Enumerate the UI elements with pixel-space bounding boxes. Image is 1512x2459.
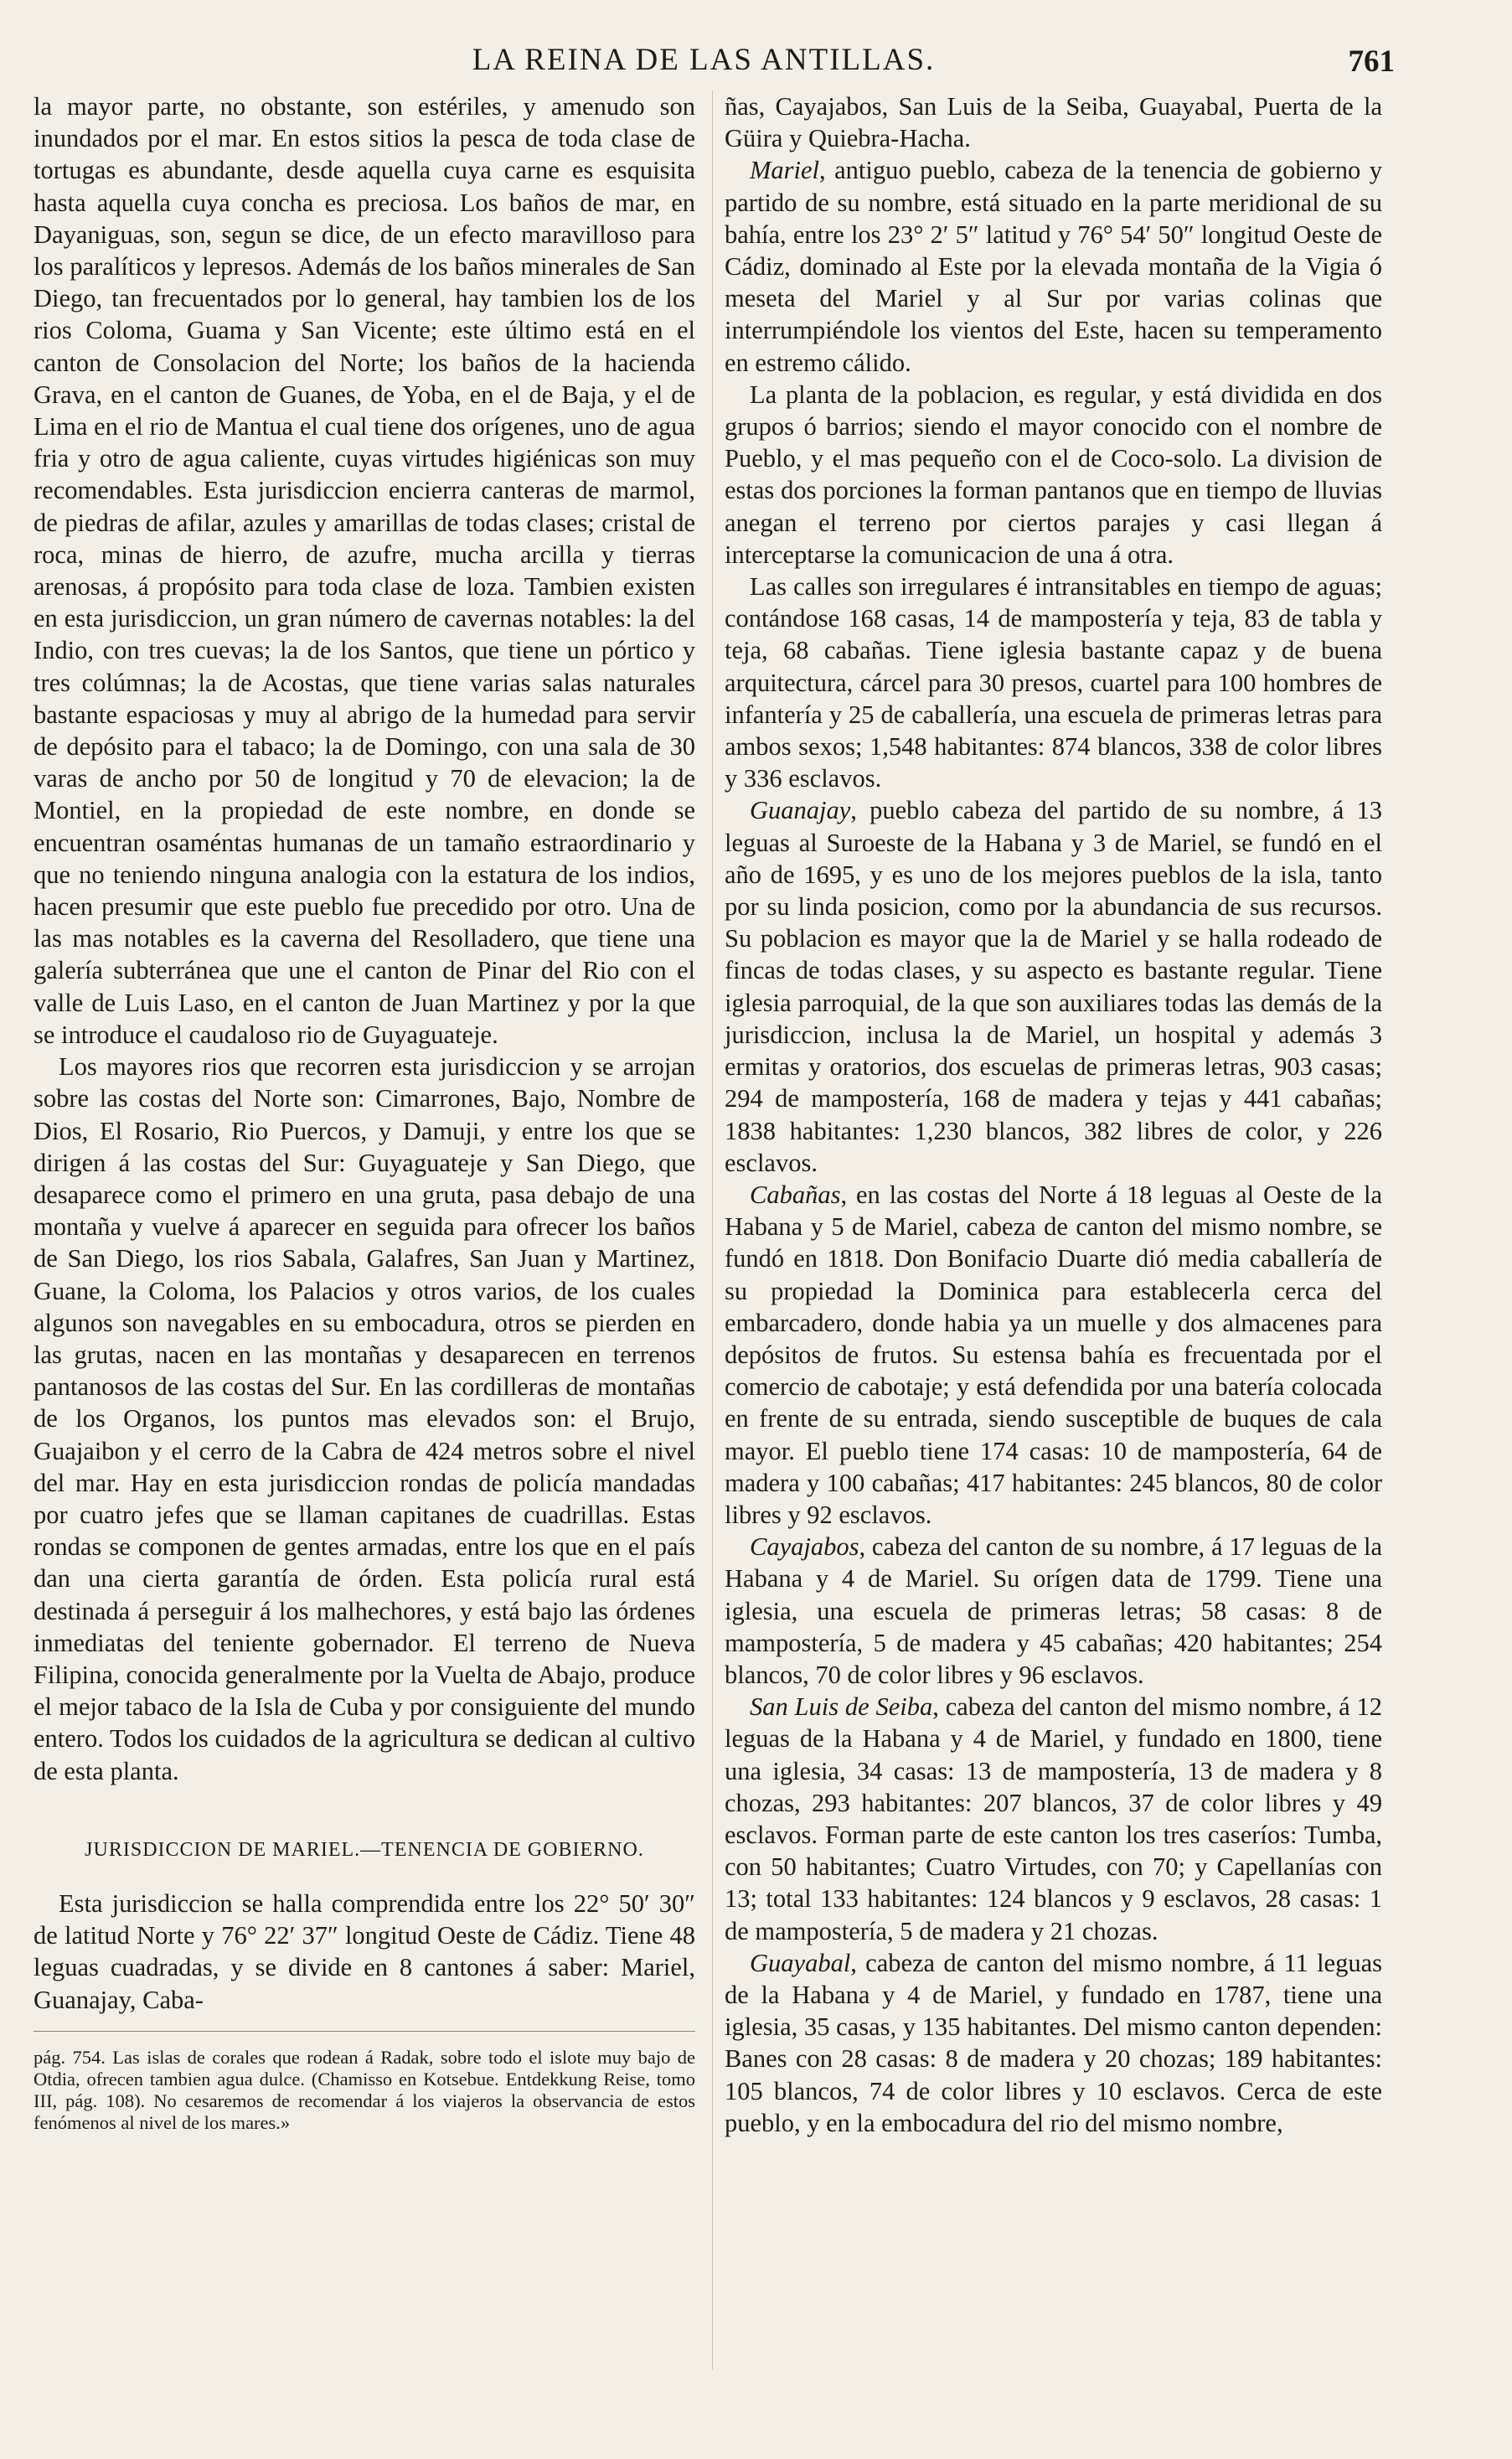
paragraph-mariel-jurisdiction: Esta jurisdiccion se halla comprendida entre los 22° 50′ 30″ de latitud Norte y 76° 22′ 37″ longitud Oeste de Cádiz. Tiene 48 leguas cuadradas, y se divide en 8 cantones á saber: Mariel, Guanajay, Caba- — [34, 1888, 695, 2014]
place-name-san-luis: San Luis de Seiba — [750, 1692, 933, 1722]
paragraph-streets: Las calles son irregulares é intransitables en tiempo de aguas; contándose 168 casas, 14 de mampostería y teja, 83 de tabla y teja, 68 cabañas. Tiene iglesia bastante capaz y de buena arquitectura, cárcel para 30 presos, cuartel para 100 hombres de infantería y 25 de caballería, una escuela de primeras letras para ambos sexos; 1,548 habitantes: 874 blancos, 338 de color libres y 336 esclavos. — [725, 572, 1382, 793]
place-name-guayabal: Guayabal — [750, 1948, 851, 1977]
footnote: pág. 754. Las islas de corales que rodean á Radak, sobre todo el islote muy bajo de Otdia, ofrecen tambien agua dulce. (Chamisso en Kotsebue. Entdekkung Reise, tomo III, pág. 108). No cesaremos de recomendar á los viajeros la observancia de estos fenómenos al nivel de los mares.» — [34, 2046, 695, 2133]
paragraph-caves-baths: la mayor parte, no obstante, son estériles, y amenudo son inundados por el mar. En estos sitios la pesca de toda clase de tortugas es abundante, desde aquella cuya carne es esquisita hasta aquella cuya concha es preciosa. Los baños de mar, en Dayaniguas, son, segun se dice, de un efecto maravilloso para los paralíticos y lepresos. Además de los baños minerales de San Diego, tan frecuentados por lo general, hay tambien los de los rios Coloma, Guama y San Vicente; este último está en el canton de Consolacion del Norte; los baños de la hacienda Grava, en el canton de Guanes, de Yoba, en el de Baja, y el de Lima en el rio de Mantua el cual tiene dos orígenes, uno de agua fria y otro de agua caliente, cuyas virtudes higiénicas son muy recomendables. Esta jurisdiccion encierra canteras de marmol, de piedras de afilar, azules y amarillas de todas clases; cristal de roca, minas de hierro, de azufre, mucha arcilla y tierras arenosas, á propósito para toda clase de loza. Tambien existen en esta jurisdiccion, un gran número de cavernas notables: la del Indio, con tres cuevas; la de los Santos, que tiene un pórtico y tres colúmnas; la de Acostas, que tiene varias salas naturales bastante espaciosas y muy al abrigo de la humedad para servir de depósito para el tabaco; la de Domingo, con una sala de 30 varas de ancho por 50 de longitud y 70 de elevacion; la de Montiel, en la propiedad de este nombre, en donde se encuentran osaméntas humanas de un tamaño estraordinario y que no teniendo ninguna analogia con la estatura de los indios, hacen presumir que este pueblo fue precedido por otro. Una de las mas notables es la caverna del Resolladero, que tiene una galería subterránea que une el canton de Pinar del Rio con el valle de Luis Laso, en el canton de Juan Martinez y por la que se introduce el caudaloso rio de Guyaguateje. — [34, 92, 695, 1049]
place-name-guanajay: Guanajay — [750, 796, 851, 825]
section-heading-mariel: JURISDICCION DE MARIEL.—TENENCIA DE GOBIERNO. — [85, 1838, 644, 1861]
guanajay-description: , pueblo cabeza del partido de su nombre, á 13 leguas al Suroeste de la Habana y 3 de Mariel, se fundó en el año de 1695, y es uno de los mejores pueblos de la isla, tanto por su linda posicion, como por la abundancia de sus recursos. Su poblacion es mayor que la de Mariel y se halla rodeado de fincas de todas clases, y su aspecto es bastante regular. Tiene iglesia parroquial, de la que son auxiliares todas las demás de la jurisdiccion, inclusa la de Mariel, un hospital y además 3 ermitas y oratorios, dos escuelas de primeras letras, 903 casas; 294 de mampostería, 168 de madera y tejas y 441 cabañas; 1838 habitantes: 1,230 blancos, 382 libres de color, y 226 esclavos. — [725, 796, 1382, 1177]
place-name-cabanas: Cabañas — [750, 1180, 841, 1209]
cabanas-description: , en las costas del Norte á 18 leguas al Oeste de la Habana y 5 de Mariel, cabeza de canton del mismo nombre, se fundó en 1818. Don Bonifacio Duarte dió media caballería de su propiedad la Dominica para establecerla cerca del embarcadero, donde habia ya un muelle y dos almacenes para depósitos de frutos. Su estensa bahía es frecuentada por el comercio de cabotaje; y está defendida por una batería colocada en frente de su entrada, siendo susceptible de buques de cala mayor. El pueblo tiene 174 casas: 10 de mampostería, 64 de madera y 100 cabañas; 417 habitantes: 245 blancos, 80 de color libres y 92 esclavos. — [725, 1180, 1382, 1529]
paragraph-guayabal — [725, 1947, 1382, 2139]
mariel-description: , antiguo pueblo, cabeza de la tenencia de gobierno y partido de su nombre, está situado en la parte meridional de su bahía, entre los 23° 2′ 5″ latitud y 76° 54′ 50″ longitud Oeste de Cádiz, dominado al Este por la elevada montaña de la Vigia ó meseta del Mariel y al Sur por varias colinas que interrumpiéndole los vientos del Este, hacen su temperamento en estremo cálido. — [725, 156, 1382, 377]
paragraph-cantons: ñas, Cayajabos, San Luis de la Seiba, Guayabal, Puerta de la Güira y Quiebra-Hacha. — [725, 92, 1382, 153]
paragraph-rivers: Los mayores rios que recorren esta jurisdiccion y se arrojan sobre las costas del Norte son: Cimarrones, Bajo, Nombre de Dios, El Rosario, Rio Puercos, y Damuji, y entre los que se dirigen á las costas del Sur: Guyaguateje y San Diego, que desaparece como el primero en una gruta, pasa debajo de una montaña y vuelve á aparecer en seguida para ofrecer los baños de San Diego, los rios Sabala, Galafres, San Juan y Martinez, Guane, la Coloma, los Palacios y otros varios, de los cuales algunos son navegables en su embocadura, otros se pierden en las grutas, nacen en las montañas y desaparecen en terrenos pantanosos de las costas del Sur. En las cordilleras de montañas de los Organos, los puntos mas elevados son: el Brujo, Guajaibon y el cerro de la Cabra de 424 metros sobre el nivel del mar. Hay en esta jurisdiccion rondas de policía mandadas por cuatro jefes que se llaman capitanes de cuadrillas. Estas rondas se componen de gentes armadas, entre los que en el país dan una cierta garantía de órden. Esta policía rural está destinada á perseguir á los malhechores, y está bajo las órdenes inmediatas del teniente gobernador. El terreno de Nueva Filipina, conocida generalmente por la Vuelta de Abajo, produce el mejor tabaco de la Isla de Cuba y por consiguiente del mundo entero. Todos los cuidados de la agricultura se dedican al cultivo de esta planta. — [34, 1052, 695, 1785]
column-divider — [712, 90, 713, 2369]
cayajabos-description: , cabeza del canton de su nombre, á 17 leguas de la Habana y 4 de Mariel. Su orígen data de 1799. Tiene una iglesia, una escuela de primeras letras; 58 casas: 8 de mampostería, 5 de madera y 45 cabañas; 420 habitantes; 254 blancos, 70 de color libres y 96 esclavos. — [725, 1532, 1382, 1689]
paragraph-mariel-town — [725, 154, 1382, 378]
san-luis-description: , cabeza del canton del mismo nombre, á 12 leguas de la Habana y 4 de Mariel, y fundado en 1800, tiene una iglesia, 34 casas: 13 de mampostería, 13 de madera y 8 chozas, 293 habitantes: 207 blancos, 37 de color libres y 49 esclavos. Forman parte de este canton los tres caseríos: Tumba, con 50 habitantes; Cuatro Virtudes, con 70; y Capellanías con 13; total 133 habitantes: 124 blancos y 9 esclavos, 28 casas: 1 de mampostería, 5 de madera y 21 chozas. — [725, 1692, 1382, 1945]
page-number: 761 — [1348, 44, 1395, 79]
guayabal-description: , cabeza de canton del mismo nombre, á 11 leguas de la Habana y 4 de Mariel, y fundado en 1787, tiene una iglesia, 35 casas, y 135 habitantes. Del mismo canton dependen: Banes con 28 casas: 8 de madera y 20 chozas; 189 habitantes: 105 blancos, 74 de color libres y 10 esclavos. Cerca de este pueblo, y en la embocadura del rio del mismo nombre, — [725, 1948, 1382, 2137]
running-title: LA REINA DE LAS ANTILLAS. — [472, 43, 936, 77]
footnote-divider — [34, 2031, 695, 2032]
left-column — [34, 90, 695, 2134]
paragraph-town-plan: La planta de la poblacion, es regular, y está dividida en dos grupos ó barrios; siendo el mayor conocido con el nombre de Pueblo, y el mas pequeño con el de Coco-solo. La division de estas dos porciones la forman pantanos que en tiempo de lluvias anegan el terreno por ciertos parajes y casi llegan á interceptarse la comunicacion de una á otra. — [725, 380, 1382, 569]
right-column — [725, 90, 1382, 2139]
paragraph-cayajabos — [725, 1531, 1382, 1691]
paragraph-cabanas — [725, 1179, 1382, 1531]
place-name-cayajabos: Cayajabos — [750, 1532, 859, 1562]
paragraph-san-luis — [725, 1691, 1382, 1947]
place-name-mariel: Mariel — [750, 156, 820, 185]
paragraph-guanajay — [725, 794, 1382, 1178]
